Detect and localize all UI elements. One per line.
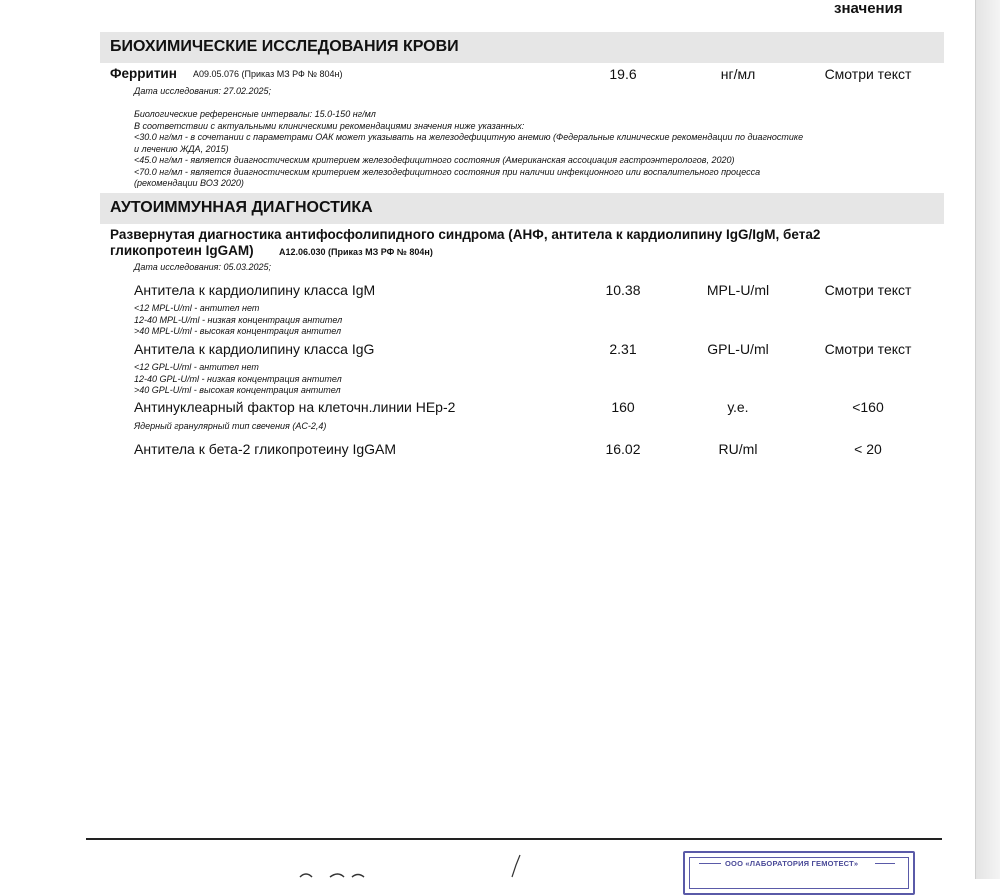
note-line: <12 GPL-U/ml - антител нет (134, 362, 259, 372)
note-line: 12-40 MPL-U/ml - низкая концентрация антител (134, 314, 343, 325)
result-value: 10.38 (605, 282, 641, 298)
page-edge (975, 0, 1000, 879)
result-unit: RU/ml (718, 441, 758, 457)
note-line: >40 MPL-U/ml - высокая концентрация антител (134, 326, 342, 336)
reference-range: < 20 (854, 441, 882, 457)
footer-divider (86, 838, 942, 840)
result-value: 2.31 (609, 341, 637, 357)
row-notes (134, 303, 342, 338)
result-unit: нг/мл (720, 66, 756, 82)
section-title: БИОХИМИЧЕСКИЕ ИССЛЕДОВАНИЯ КРОВИ (110, 38, 459, 55)
note-line: <12 MPL-U/ml - антител нет (134, 303, 260, 313)
stamp-rule (699, 863, 721, 864)
reference-range: <160 (852, 399, 884, 415)
note-line: Биологические референсные интервалы: 15.0-150 нг/мл (134, 109, 376, 119)
test-name: Антитела к кардиолипину класса IgM (134, 282, 376, 298)
note-line: и лечению ЖДА, 2015) (134, 143, 229, 154)
panel-title-cont: гликопротеин IgGAM) (110, 243, 254, 258)
column-header-reference: значения (834, 0, 903, 17)
test-name-ferritin: Ферритин (110, 66, 177, 81)
reference-range: Смотри текст (824, 341, 912, 357)
test-code: A09.05.076 (Приказ МЗ РФ № 804н) (193, 69, 343, 79)
note-line: <45.0 нг/мл - является диагностическим критерием железодефицитного состояния (Американская ассоциация гастроэнтерологов, 2020) (134, 155, 735, 165)
result-unit: GPL-U/ml (707, 341, 769, 357)
result-value: 160 (611, 399, 635, 415)
reference-range: Смотри текст (824, 66, 912, 82)
note-line: Ядерный гранулярный тип свечения (AC-2,4) (134, 421, 327, 431)
study-date: Дата исследования: 27.02.2025; (134, 86, 272, 96)
panel-code: A12.06.030 (Приказ МЗ РФ № 804н) (279, 247, 433, 257)
note-line: В соответствии с актуальными клиническими рекомендациями значения ниже указанных: (134, 120, 525, 131)
row-notes (134, 421, 326, 433)
panel-title: Развернутая диагностика антифосфолипидного синдрома (АНФ, антитела к кардиолипину IgG/IgM, бета2 (110, 227, 821, 242)
ferritin-notes (134, 109, 803, 190)
test-name: Антинуклеарный фактор на клеточн.линии HEp-2 (134, 399, 456, 415)
study-date: Дата исследования: 05.03.2025; (134, 262, 272, 272)
note-line: >40 GPL-U/ml - высокая концентрация антител (134, 385, 341, 395)
note-line: (рекомендации ВОЗ 2020) (134, 178, 244, 188)
result-value: 19.6 (609, 66, 637, 82)
section-title: АУТОИММУННАЯ ДИАГНОСТИКА (110, 199, 373, 216)
result-value: 16.02 (605, 441, 641, 457)
section-header-autoimmune (100, 193, 944, 224)
note-line: <70.0 нг/мл - является диагностическим критерием железодефицитного состояния при наличии инфекционного или воспалительного процесса (134, 166, 761, 177)
section-header-biochemistry (100, 32, 944, 63)
test-name: Антитела к кардиолипину класса IgG (134, 341, 375, 357)
test-name: Антитела к бета-2 гликопротеину IgGAM (134, 441, 397, 457)
note-line: 12-40 GPL-U/ml - низкая концентрация антител (134, 373, 342, 384)
result-unit: у.е. (727, 399, 749, 415)
lab-stamp (683, 851, 915, 895)
stamp-rule (875, 863, 895, 864)
result-unit: MPL-U/ml (706, 282, 770, 298)
stamp-text: ООО «ЛАБОРАТОРИЯ ГЕМОТЕСТ» (725, 859, 859, 868)
note-line: <30.0 нг/мл - в сочетании с параметрами ОАК может указывать на железодефицитную анемию (Федеральные клинические рекомендации по диагностике (134, 132, 804, 142)
signature-scribble (290, 845, 540, 879)
row-notes (134, 362, 342, 397)
reference-range: Смотри текст (824, 282, 912, 298)
